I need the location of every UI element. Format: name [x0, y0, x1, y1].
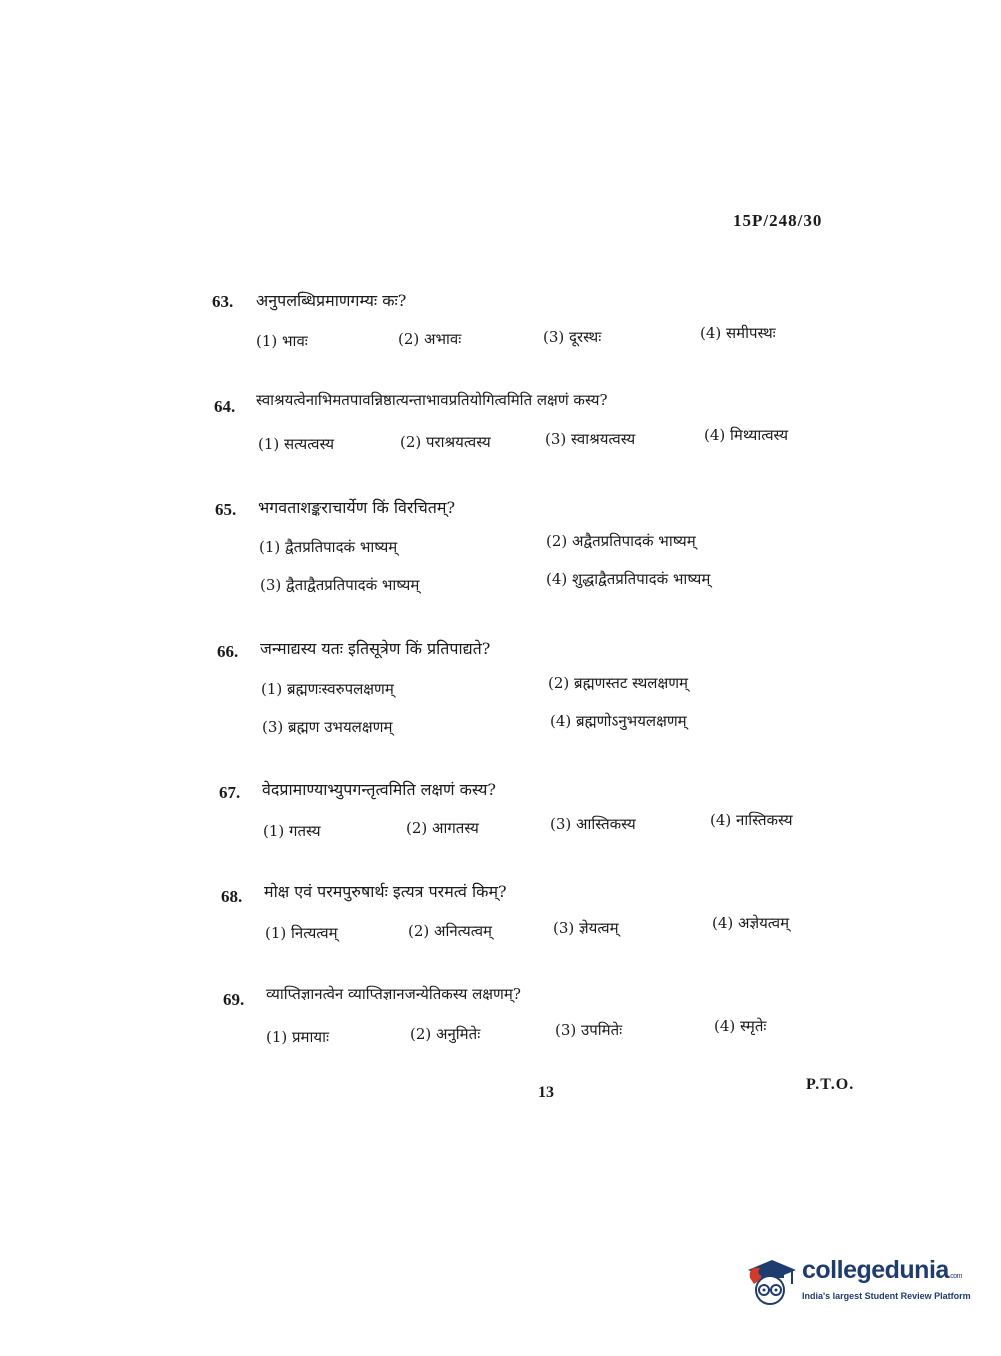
question-text: वेदप्रामाण्याभ्युपगन्तृत्वमिति लक्षणं कस्य? — [262, 780, 496, 799]
option-2: (2) ब्रह्मणस्तट स्थलक्षणम् — [548, 674, 689, 692]
question-number: 66. — [217, 642, 239, 661]
option-2: (2) अनुमितेः — [410, 1025, 481, 1043]
question-number: 63. — [212, 292, 234, 311]
option-1: (1) द्वैतप्रतिपादकं भाष्यम् — [259, 538, 398, 556]
option-2: (2) अनित्यत्वम् — [408, 922, 493, 940]
option-3: (3) उपमितेः — [555, 1021, 623, 1039]
option-3: (3) दूरस्थः — [543, 328, 602, 346]
paper-code: 15P/248/30 — [733, 211, 823, 230]
option-3: (3) ज्ञेयत्वम् — [553, 919, 619, 937]
question-number: 64. — [214, 397, 236, 416]
option-4: (4) मिथ्यात्वस्य — [704, 426, 789, 444]
option-3: (3) ब्रह्मण उभयलक्षणम् — [262, 718, 393, 736]
option-3: (3) द्वैताद्वैतप्रतिपादकं भाष्यम् — [260, 576, 420, 594]
option-2: (2) आगतस्य — [406, 819, 479, 837]
option-1: (1) नित्यत्वम् — [265, 924, 338, 942]
question-text: व्याप्तिज्ञानत्वेन व्याप्तिज्ञानजन्येतिकस्य लक्षणम्? — [266, 985, 521, 1003]
logo-tagline: India's largest Student Review Platform — [802, 1291, 971, 1301]
mascot-icon — [742, 1252, 798, 1308]
question-text: मोक्ष एवं परमपुरुषार्थः इत्यत्र परमत्वं किम्? — [264, 882, 507, 901]
option-3: (3) स्वाश्रयत्वस्य — [545, 430, 636, 448]
option-4: (4) समीपस्थः — [700, 324, 776, 342]
question-text: जन्माद्यस्य यतः इतिसूत्रेण किं प्रतिपाद्यते? — [260, 639, 491, 658]
option-4: (4) ब्रह्मणोऽनुभयलक्षणम् — [550, 712, 687, 730]
question-number: 69. — [223, 990, 245, 1009]
collegedunia-logo — [742, 1250, 972, 1310]
question-text: भगवताशङ्कराचार्येण किं विरचितम्? — [258, 498, 456, 517]
question-number: 65. — [215, 500, 237, 519]
question-number: 67. — [219, 783, 241, 802]
pto-label: P.T.O. — [806, 1076, 855, 1093]
option-4: (4) नास्तिकस्य — [710, 811, 793, 829]
logo-wordmark: collegedunia.com — [802, 1256, 962, 1284]
option-1: (1) सत्यत्वस्य — [258, 435, 335, 453]
option-3: (3) आस्तिकस्य — [550, 815, 636, 833]
option-2: (2) अद्वैतप्रतिपादकं भाष्यम् — [546, 532, 696, 550]
question-text: अनुपलब्धिप्रमाणगम्यः कः? — [256, 291, 407, 310]
option-4: (4) अज्ञेयत्वम् — [712, 914, 790, 932]
option-4: (4) शुद्धाद्वैतप्रतिपादकं भाष्यम् — [546, 570, 711, 588]
option-1: (1) भावः — [256, 332, 308, 350]
option-2: (2) अभावः — [398, 330, 462, 348]
option-1: (1) प्रमायाः — [266, 1028, 330, 1046]
option-4: (4) स्मृतेः — [714, 1017, 767, 1035]
page-number: 13 — [538, 1084, 554, 1101]
question-text: स्वाश्रयत्वेनाभिमतपावन्निष्ठात्यन्ताभावप्रतियोगित्वमिति लक्षणं कस्य? — [256, 391, 608, 409]
option-2: (2) पराश्रयत्वस्य — [400, 433, 491, 451]
option-1: (1) गतस्य — [263, 822, 321, 840]
question-number: 68. — [221, 887, 243, 906]
option-1: (1) ब्रह्मणःस्वरुपलक्षणम् — [261, 680, 394, 698]
